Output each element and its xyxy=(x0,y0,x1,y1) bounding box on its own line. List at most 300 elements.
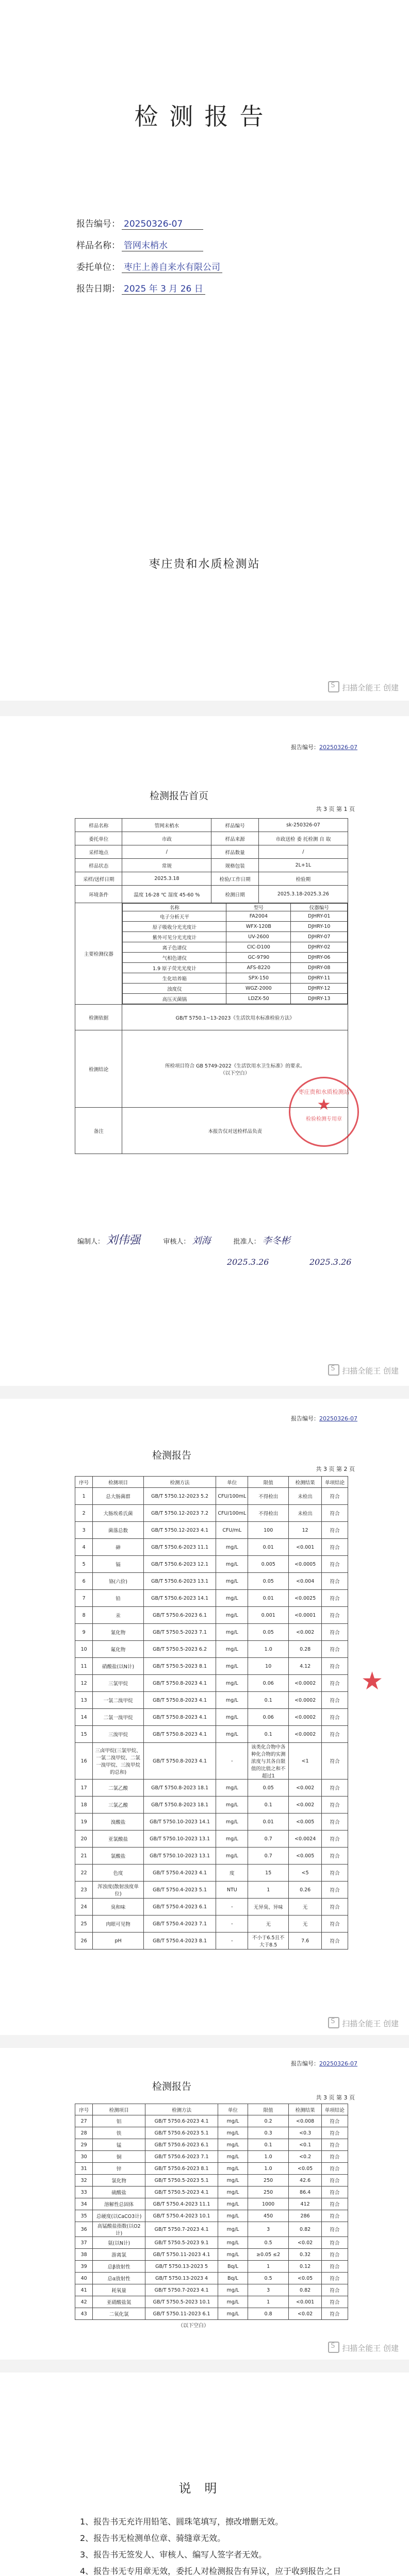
results-cell: 25 xyxy=(75,1916,93,1933)
results-cell: 亚硝酸盐氮 xyxy=(93,2296,145,2308)
results-cell: 溶解性总固体 xyxy=(93,2198,145,2210)
results-cell: mg/L xyxy=(216,1539,248,1556)
results-cell: 游离氯 xyxy=(93,2249,145,2261)
equipment-row xyxy=(123,932,348,942)
equipment-row xyxy=(123,973,348,984)
results-cell: CFU/100mL xyxy=(216,1505,248,1522)
cover-client-row xyxy=(76,260,222,273)
results-row xyxy=(75,1675,348,1692)
results-cell: - xyxy=(216,1743,248,1780)
equipment-row xyxy=(123,922,348,932)
results-cell: 38 xyxy=(75,2249,93,2261)
p1-info-row xyxy=(75,859,348,872)
p1-info-label: 采样地点 xyxy=(75,845,122,859)
equipment-row xyxy=(123,994,348,1004)
remark-label: 备注 xyxy=(75,1108,122,1154)
p1-info-label: 采样/送样日期 xyxy=(75,872,122,886)
results-cell: GB/T 5750.6-2023 14.1 xyxy=(143,1590,216,1607)
results-cell: 菌落总数 xyxy=(93,1522,144,1539)
results-row xyxy=(75,1882,348,1899)
results-head-cell: 限值 xyxy=(248,1477,289,1488)
results-cell: 15 xyxy=(248,1865,289,1882)
results-cell: GB/T 5750.7-2023 4.1 xyxy=(145,2284,218,2296)
results-cell: GB/T 5750.8-2023 4.1 xyxy=(143,1692,216,1709)
equipment-cell-item: DJHRY-12 xyxy=(291,984,348,994)
results-row xyxy=(75,2151,348,2163)
conclusion-label: 检测结论 xyxy=(75,1030,122,1108)
p1-info-row xyxy=(75,845,348,859)
results-cell: mg/L xyxy=(218,2210,248,2222)
results-row xyxy=(75,1539,348,1556)
results-cell: <0.05 xyxy=(289,2273,321,2284)
equipment-cell-item: SPX-150 xyxy=(226,973,291,984)
results-cell: GB/T 5750.11-2023 6.1 xyxy=(145,2308,218,2320)
results-row xyxy=(75,1899,348,1916)
results-cell: 符合 xyxy=(322,1709,348,1726)
results-row xyxy=(75,1692,348,1709)
results-cell: 26 xyxy=(75,1933,93,1950)
results-cell: 0.5 xyxy=(248,2237,289,2249)
p3-end-mark: （以下空白） xyxy=(178,2323,209,2329)
results-cell: 0.82 xyxy=(289,2284,321,2296)
results-row xyxy=(75,1505,348,1522)
results-head-cell: 单位 xyxy=(218,2104,248,2115)
p2-report-no-label: 报告编号： xyxy=(291,1415,320,1422)
results-cell: mg/L xyxy=(216,1556,248,1573)
results-cell: 符合 xyxy=(321,2222,348,2237)
results-cell: mg/L xyxy=(216,1848,248,1865)
equipment-row xyxy=(123,953,348,963)
results-cell: 三氯乙酸 xyxy=(93,1797,144,1814)
results-cell: 1000 xyxy=(248,2198,289,2210)
results-cell: 12 xyxy=(289,1522,322,1539)
p3-title: 检测报告 xyxy=(152,2081,192,2092)
results-cell: mg/L xyxy=(218,2187,248,2198)
results-cell: 6 xyxy=(75,1573,93,1590)
p1-info-value: 常规 xyxy=(122,859,211,872)
period-value: 2025.3.18-2025.3.26 xyxy=(258,886,348,903)
results-cell: 符合 xyxy=(321,2308,348,2320)
results-cell: GB/T 5750.5-2023 8.1 xyxy=(143,1658,216,1675)
results-row xyxy=(75,1743,348,1780)
results-head-cell: 检测项目 xyxy=(93,1477,144,1488)
results-cell: 23 xyxy=(75,1882,93,1899)
results-cell: 符合 xyxy=(321,2210,348,2222)
camscanner-icon xyxy=(328,1364,339,1376)
results-cell: 氯酸盐 xyxy=(93,1848,144,1865)
p1-report-no-value: 20250326-07 xyxy=(319,744,357,751)
results-cell: 0.8 xyxy=(248,2308,289,2320)
cover-page xyxy=(0,0,409,701)
results-row xyxy=(75,2308,348,2320)
results-cell: 13 xyxy=(75,1692,93,1709)
results-cell: 0.1 xyxy=(248,1692,289,1709)
results-cell: GB/T 5750.4-2023 7.1 xyxy=(143,1916,216,1933)
results-cell: GB/T 5750.13-2023 5 xyxy=(145,2261,218,2273)
results-cell: 符合 xyxy=(321,2237,348,2249)
results-cell: <0.0025 xyxy=(289,1590,322,1607)
equipment-cell-item: CIC-D100 xyxy=(226,942,291,953)
results-cell: 24 xyxy=(75,1899,93,1916)
note-item: 4、报告书无专用章无效，委托人对检测报告有异议，应于收到报告之日 xyxy=(80,2566,341,2576)
results-cell: 0.1 xyxy=(248,1797,289,1814)
results-cell: mg/L xyxy=(218,2151,248,2163)
results-cell: 铁 xyxy=(93,2127,145,2139)
results-cell: 臭和味 xyxy=(93,1899,144,1916)
results-cell: 氟化物 xyxy=(93,1641,144,1658)
results-cell: 符合 xyxy=(322,1556,348,1573)
results-row xyxy=(75,2187,348,2198)
results-cell: 4.12 xyxy=(289,1658,322,1675)
results-cell: 大肠埃希氏菌 xyxy=(93,1505,144,1522)
results-row xyxy=(75,1933,348,1950)
p1-info-row xyxy=(75,819,348,832)
results-cell: 氰化物 xyxy=(93,1624,144,1641)
results-cell: 符合 xyxy=(322,1848,348,1865)
results-cell: 1 xyxy=(248,2261,289,2273)
results-cell: 14 xyxy=(75,1709,93,1726)
results-cell: mg/L xyxy=(216,1573,248,1590)
p2-page-info: 共 3 页 第 2 页 xyxy=(316,1466,355,1472)
results-cell: 亚氯酸盐 xyxy=(93,1831,144,1848)
results-cell: 溴酸盐 xyxy=(93,1814,144,1831)
results-cell: 符合 xyxy=(322,1675,348,1692)
results-cell: <0.001 xyxy=(289,1539,322,1556)
results-cell: 符合 xyxy=(322,1933,348,1950)
results-cell: 该类化合物中各种化合物的实测浓度与其各自限值的比值之和不超过1 xyxy=(248,1743,289,1780)
results-cell: 30 xyxy=(75,2151,93,2163)
results-cell: 7.6 xyxy=(289,1933,322,1950)
results-cell: <0.002 xyxy=(289,1624,322,1641)
results-cell: 5 xyxy=(75,1556,93,1573)
equipment-cell-item: DJHRY-10 xyxy=(291,922,348,932)
results-cell: 0.1 xyxy=(248,1726,289,1743)
results-cell: GB/T 5750.4-2023 5.1 xyxy=(143,1882,216,1899)
note-item: 1、报告书无充许用铅笔、圆珠笔填写，擦改增删无效。 xyxy=(80,2517,284,2527)
results-cell: 17 xyxy=(75,1780,93,1797)
camscanner-watermark xyxy=(328,1364,399,1376)
results-cell: GB/T 5750.6-2023 13.1 xyxy=(143,1573,216,1590)
cover-report-no-label: 报告编号： xyxy=(76,219,120,229)
basis-value: GB/T 5750.1~13-2023《生活饮用水标准检验方法》 xyxy=(122,1005,348,1030)
results-cell: 符合 xyxy=(321,2249,348,2261)
results-cell: GB/T 5750.6-2023 6.1 xyxy=(145,2139,218,2151)
results-row xyxy=(75,2163,348,2175)
results-cell: 0.32 xyxy=(289,2249,321,2261)
p1-info-value: 管网末梢水 xyxy=(122,819,211,832)
results-cell: <0.002 xyxy=(289,1780,322,1797)
p1-report-no xyxy=(291,743,357,751)
equipment-cell-item: 电子分析天平 xyxy=(123,911,226,922)
results-cell: mg/L xyxy=(216,1607,248,1624)
results-cell: 0.5 xyxy=(248,2273,289,2284)
results-row xyxy=(75,1590,348,1607)
cover-report-no-row xyxy=(76,216,203,230)
results-cell: 20 xyxy=(75,1831,93,1848)
results-cell: <0.004 xyxy=(289,1573,322,1590)
results-cell: GB/T 5750.4-2023 4.1 xyxy=(143,1865,216,1882)
results-page-1 xyxy=(0,1399,409,2035)
results-cell: 锌 xyxy=(93,2163,145,2175)
results-cell: 33 xyxy=(75,2187,93,2198)
results-cell: 0.2 xyxy=(248,2115,289,2127)
review-date: 2025.3.26 xyxy=(227,1257,269,1267)
results-cell: mg/L xyxy=(216,1624,248,1641)
results-head-cell: 限值 xyxy=(248,2104,289,2115)
results-cell: 符合 xyxy=(321,2284,348,2296)
results-cell: 符合 xyxy=(322,1505,348,1522)
results-row xyxy=(75,1641,348,1658)
cover-date-label: 报告日期： xyxy=(76,284,120,294)
cover-title: 检测报告 xyxy=(134,103,275,130)
p1-info-label: 规格包装 xyxy=(211,859,258,872)
results-cell: 18 xyxy=(75,1797,93,1814)
official-seal: 枣庄贵和水质检测站 ★ 检验检测专用章 xyxy=(289,1077,359,1147)
equipment-cell-item: DJHRY-07 xyxy=(291,932,348,942)
results-cell: <0.005 xyxy=(289,1848,322,1865)
results-cell: 二氯一溴甲烷 xyxy=(93,1709,144,1726)
conclusion-sub: （以下空白） xyxy=(220,1070,250,1076)
p2-report-no-value: 20250326-07 xyxy=(319,1415,357,1422)
results-head-cell: 单项结论 xyxy=(321,2104,348,2115)
results-cell: <0.0005 xyxy=(289,1556,322,1573)
results-cell: mg/L xyxy=(216,1726,248,1743)
results-cell: 符合 xyxy=(322,1916,348,1933)
seal-subtext: 检验检测专用章 xyxy=(306,1116,342,1122)
results-cell: GB/T 5750.8-2023 4.1 xyxy=(143,1726,216,1743)
results-cell: 符合 xyxy=(321,2187,348,2198)
results-cell: mg/L xyxy=(218,2115,248,2127)
results-cell: mg/L xyxy=(218,2296,248,2308)
results-cell: 总α放射性 xyxy=(93,2273,145,2284)
p1-info-label: 样品状态 xyxy=(75,859,122,872)
equipment-head-cell: 名称 xyxy=(123,904,226,911)
cover-sample-row xyxy=(76,238,203,251)
results-cell: 符合 xyxy=(322,1814,348,1831)
results-cell: mg/L xyxy=(216,1590,248,1607)
results-row xyxy=(75,1865,348,1882)
results-cell: <0.002 xyxy=(289,1797,322,1814)
results-cell: mg/L xyxy=(218,2163,248,2175)
results-cell: 铜 xyxy=(93,2151,145,2163)
results-cell: 0.1 xyxy=(248,2139,289,2151)
results-row xyxy=(75,2261,348,2273)
results-cell: 0.005 xyxy=(248,1556,289,1573)
results-cell: 0.28 xyxy=(289,1641,322,1658)
results-cell: 一氯二溴甲烷 xyxy=(93,1692,144,1709)
results-cell: 符合 xyxy=(322,1522,348,1539)
reviewed-by-signature: 刘海 xyxy=(192,1235,211,1246)
results-cell: 汞 xyxy=(93,1607,144,1624)
p1-info-row xyxy=(75,872,348,886)
results-cell: 总硬度(以CaCO3计) xyxy=(93,2210,145,2222)
results-cell: 总大肠菌群 xyxy=(93,1488,144,1505)
results-cell: GB/T 5750.5-2023 10.1 xyxy=(145,2296,218,2308)
equipment-cell-item: 1.9 原子荧光光度计 xyxy=(123,963,226,973)
equipment-cell-item: AFS-8220 xyxy=(226,963,291,973)
results-cell: 1 xyxy=(248,1882,289,1899)
results-page-2 xyxy=(0,2048,409,2360)
equipment-label: 主要检测仪器 xyxy=(75,903,122,1005)
cover-organization: 枣庄贵和水质检测站 xyxy=(149,558,260,571)
results-head-cell: 检测项目 xyxy=(93,2104,145,2115)
results-cell: GB/T 5750.6-2023 12.1 xyxy=(143,1556,216,1573)
equipment-row xyxy=(123,984,348,994)
results-cell: GB/T 5750.4-2023 6.1 xyxy=(143,1899,216,1916)
results-cell: <0.05 xyxy=(289,2163,321,2175)
cover-date-row xyxy=(76,281,205,295)
results-cell: 符合 xyxy=(321,2127,348,2139)
results-row xyxy=(75,2210,348,2222)
results-cell: 砷 xyxy=(93,1539,144,1556)
approved-by-signature: 李冬彬 xyxy=(262,1235,290,1246)
p3-results-table xyxy=(75,2104,348,2320)
results-cell: GB/T 5750.13-2023 4 xyxy=(145,2273,218,2284)
results-cell: 31 xyxy=(75,2163,93,2175)
results-cell: <0.0002 xyxy=(289,1726,322,1743)
results-row xyxy=(75,1573,348,1590)
equipment-cell xyxy=(122,903,348,1005)
results-head-cell: 序号 xyxy=(75,2104,93,2115)
equipment-cell-item: 高压灭菌锅 xyxy=(123,994,226,1004)
results-cell: 符合 xyxy=(321,2151,348,2163)
results-cell: 19 xyxy=(75,1814,93,1831)
equipment-cell-item: DJHRY-08 xyxy=(291,963,348,973)
results-cell: 0.05 xyxy=(248,1573,289,1590)
p3-report-no-label: 报告编号： xyxy=(291,2060,320,2067)
results-cell: 无异臭、异味 xyxy=(248,1899,289,1916)
results-cell: 镉 xyxy=(93,1556,144,1573)
results-cell: 3 xyxy=(75,1522,93,1539)
results-cell: 0.01 xyxy=(248,1590,289,1607)
results-cell: GB/T 5750.8-2023 4.1 xyxy=(143,1709,216,1726)
p1-title: 检测报告首页 xyxy=(150,790,209,802)
results-cell: 符合 xyxy=(321,2139,348,2151)
watermark-text: 扫描全能王 创建 xyxy=(342,683,399,692)
results-row xyxy=(75,1916,348,1933)
results-cell: mg/L xyxy=(216,1709,248,1726)
results-cell: GB/T 5750.4-2023 8.1 xyxy=(143,1933,216,1950)
results-cell: 7 xyxy=(75,1590,93,1607)
results-cell: 未检出 xyxy=(289,1488,322,1505)
results-cell: 1.0 xyxy=(248,1641,289,1658)
equipment-cell-item: 气相色谱仪 xyxy=(123,953,226,963)
results-cell: <0.1 xyxy=(289,2139,321,2151)
results-cell: 三氯甲烷 xyxy=(93,1675,144,1692)
p1-info-value: / xyxy=(122,845,211,859)
results-cell: 9 xyxy=(75,1624,93,1641)
p2-results-table xyxy=(75,1476,348,1950)
results-head-cell: 单位 xyxy=(216,1477,248,1488)
results-head-cell: 检测结果 xyxy=(289,2104,321,2115)
results-cell: GB/T 5750.6-2023 11.1 xyxy=(143,1539,216,1556)
p1-equipment-head-row xyxy=(75,903,348,1005)
results-cell: GB/T 5750.12-2023 7.2 xyxy=(143,1505,216,1522)
results-cell: 色度 xyxy=(93,1865,144,1882)
results-cell: 符合 xyxy=(322,1899,348,1916)
results-cell: 符合 xyxy=(322,1831,348,1848)
results-cell: 43 xyxy=(75,2308,93,2320)
results-cell: <0.001 xyxy=(289,2296,321,2308)
results-cell: 10 xyxy=(248,1658,289,1675)
reviewed-by-label: 审核人： xyxy=(163,1238,190,1246)
results-cell: 氯化物 xyxy=(93,2175,145,2187)
camscanner-icon xyxy=(328,681,339,692)
results-cell: GB/T 5750.4-2023 11.1 xyxy=(145,2198,218,2210)
equipment-cell-item: 原子吸收分光光度计 xyxy=(123,922,226,932)
p1-info-label: 样品编号 xyxy=(211,819,258,832)
results-cell: mg/L xyxy=(218,2249,248,2261)
results-cell: mg/L xyxy=(218,2237,248,2249)
results-cell: 21 xyxy=(75,1848,93,1865)
results-cell: 无 xyxy=(289,1916,322,1933)
results-cell: mg/L xyxy=(218,2127,248,2139)
results-cell: GB/T 5750.6-2023 7.1 xyxy=(145,2151,218,2163)
results-row xyxy=(75,2127,348,2139)
equipment-head-cell: 型号 xyxy=(226,904,291,911)
results-cell: CFU/100mL xyxy=(216,1488,248,1505)
results-cell: 铅 xyxy=(93,1590,144,1607)
equipment-cell-item: FA2004 xyxy=(226,911,291,922)
results-cell: 氨(以N计) xyxy=(93,2237,145,2249)
p1-info-value: 市政送检 委 托检测 自 取 xyxy=(258,832,348,845)
results-cell: 二氧化氯 xyxy=(93,2308,145,2320)
env-label: 环境条件 xyxy=(75,886,122,903)
results-cell: 41 xyxy=(75,2284,93,2296)
results-cell: 1 xyxy=(75,1488,93,1505)
results-cell: 10 xyxy=(75,1641,93,1658)
p1-info-label: 检验/工作日期 xyxy=(211,872,258,886)
env-value: 温度 16-28 ℃ 湿度 45-60 % xyxy=(122,886,211,903)
p3-report-no xyxy=(291,2059,357,2067)
results-cell: 35 xyxy=(75,2210,93,2222)
equipment-cell-item: DJHRY-02 xyxy=(291,942,348,953)
results-cell: Bq/L xyxy=(218,2261,248,2273)
results-cell: mg/L xyxy=(216,1692,248,1709)
results-cell: 符合 xyxy=(322,1539,348,1556)
results-cell: 符合 xyxy=(321,2198,348,2210)
results-cell: 三卤甲烷(三氯甲烷、一氯二溴甲烷、二氯一溴甲烷、三溴甲烷的总和) xyxy=(93,1743,144,1780)
results-cell: 符合 xyxy=(322,1488,348,1505)
results-row xyxy=(75,1726,348,1743)
results-row xyxy=(75,1831,348,1848)
cover-client: 枣庄上善自来水有限公司 xyxy=(122,260,222,273)
results-cell: ≥0.05 ≤2 xyxy=(248,2249,289,2261)
results-cell: 42 xyxy=(75,2296,93,2308)
results-row xyxy=(75,2249,348,2261)
results-cell: 0.06 xyxy=(248,1709,289,1726)
equipment-row xyxy=(123,942,348,953)
equipment-cell-item: 生化培养箱 xyxy=(123,973,226,984)
results-cell: 符合 xyxy=(321,2273,348,2284)
results-cell: 符合 xyxy=(322,1590,348,1607)
equipment-row xyxy=(123,911,348,922)
results-cell: 符合 xyxy=(322,1780,348,1797)
results-row xyxy=(75,1814,348,1831)
results-cell: 符合 xyxy=(322,1743,348,1780)
equipment-cell-item: GC-9790 xyxy=(226,953,291,963)
results-row xyxy=(75,1488,348,1505)
results-cell: 34 xyxy=(75,2198,93,2210)
results-cell: 0.12 xyxy=(289,2261,321,2273)
p1-basis-row xyxy=(75,1005,348,1030)
results-cell: 8 xyxy=(75,1607,93,1624)
equipment-cell-item: WFX-120B xyxy=(226,922,291,932)
results-cell: 浑浊度(散射浊度单位) xyxy=(93,1882,144,1899)
results-cell: 450 xyxy=(248,2210,289,2222)
results-row xyxy=(75,2237,348,2249)
basis-label: 检测依据 xyxy=(75,1005,122,1030)
